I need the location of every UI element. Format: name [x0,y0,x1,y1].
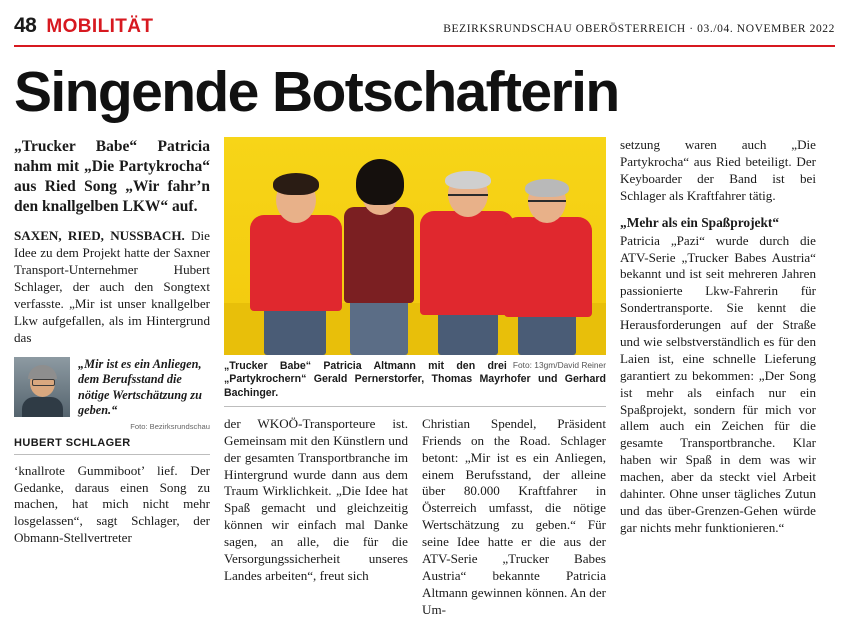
photo-credit: Foto: 13gm/David Reiner [512,360,606,371]
pull-quote: „Mir ist es ein Anliegen, dem Berufsstand die nötige Wertschätzung zu geben.“ [78,356,202,418]
left-paragraph-2: ‘knallrote Gummiboot’ lief. Der Gedanke, daraus einen Song zu machen, hat mich nicht mehr losgelassen“, sagt Schlager, der Obmann-Stellvertreter [14,462,210,546]
lede-paragraph: „Trucker Babe“ Patricia nahm mit „Die Partykrocha“ aus Ried Song „Wir fahr’n den knallgelben LKW“ auf. [14,138,210,215]
page-title: Singende Botschafterin [14,60,619,124]
left-paragraph-1-text: Die Idee zu dem Projekt hatte der Saxner Transport-Unternehmer Hubert Schlager, der auch den Songtext verfasste. „Mir ist unser knallgelber Lkw aufgefallen, als im Hintergrund das [14,228,210,345]
caption-rule [224,406,606,407]
photo-block [224,137,606,407]
middle-left-paragraph: der WKOÖ-Transporteure ist. Gemeinsam mit den Künstlern und der gesamten Transportbranche im Hintergrund wurde dann aus dem Traum Wirklichkeit. „Die Idee hat Spaß gemacht und gleichzeitig können wir einfach mal Danke sagen, an alle, die für die Versorgungssicherheit unseres Landes arbeiten“, freut sich [224,415,408,583]
right-paragraph-1: setzung waren auch „Die Partykrocha“ aus Ried beteiligt. Der Keyboarder der Band ist bei Schlager als Kraftfahrer tätig. [620,137,816,203]
middle-sub-columns [224,416,606,619]
column-middle-right [422,416,606,619]
column-left [14,137,210,618]
column-middle [224,137,606,618]
publication-line: BEZIRKSRUNDSCHAU OBERÖSTERREICH · 03./04. NOVEMBER 2022 [443,23,835,35]
column-right [620,137,816,618]
band-photo [224,137,606,355]
column-middle-left [224,416,408,619]
page-number: 48 [14,14,37,37]
band-member-2 [330,149,426,355]
masthead-left [14,14,153,38]
photo-caption [224,360,606,400]
middle-right-paragraph: Christian Spendel, Präsident Friends on the Road. Schlager betont: „Mir ist es ein Anliegen, einem Berufsstand, der alleine über 80.000 Kraftfahrer in Österreich umfasst, die nötige Wertschätzung zu geben.“ Für seine Idee hatte er die aus der ATV-Serie „Trucker Babes Austria“ bekannte Patricia Altmann gewinnen können. An der Um- [422,415,606,617]
left-paragraph-1 [14,228,210,346]
dateline: SAXEN, RIED, NUSSBACH. [14,228,185,244]
quote-author: HUBERT SCHLAGER [14,436,131,449]
quote-box [14,357,210,431]
section-name: MOBILITÄT [46,16,154,37]
masthead [14,0,835,38]
quote-rule [14,454,210,455]
quote-text-wrap [78,357,210,431]
portrait-photo [14,357,70,417]
portrait-credit: Foto: Bezirksrundschau [130,421,210,431]
right-subhead: „Mehr als ein Spaßprojekt“ [620,214,780,230]
header-rule [14,45,835,47]
band-member-4 [498,169,598,355]
right-paragraph-2: Patricia „Pazi“ wurde durch die ATV-Serie „Trucker Babes Austria“ bekannt und ist seit mehreren Jahren passionierte Lkw-Fahrerin für Sondertransporte. Sie kennt die Herausforderungen auf der Straße und wie selbstverständlich es für den Laien ist, eine schnelle Lieferung garantiert zu bekommen: „Der Song ist mehr als einfach nur ein Spaßprojekt, sondern für mich vor allem auch ein Zeichen für die gesamte Transportbranche. Klar haben wir Spaß in dem was wir machen, aber da steckt viel Arbeit dahinter. Ohne unser tägliches Zutun und das über-Grenzen-Gehen würde gar nichts mehr funktionieren.“ [620,232,816,535]
article-columns [14,137,835,618]
photo-caption-text: „Trucker Babe“ Patricia Altmann mit den drei „Partykrochern“ Gerald Pernerstorfer, Thomas Mayrhofer und Gerhard Bachinger. [224,360,606,399]
